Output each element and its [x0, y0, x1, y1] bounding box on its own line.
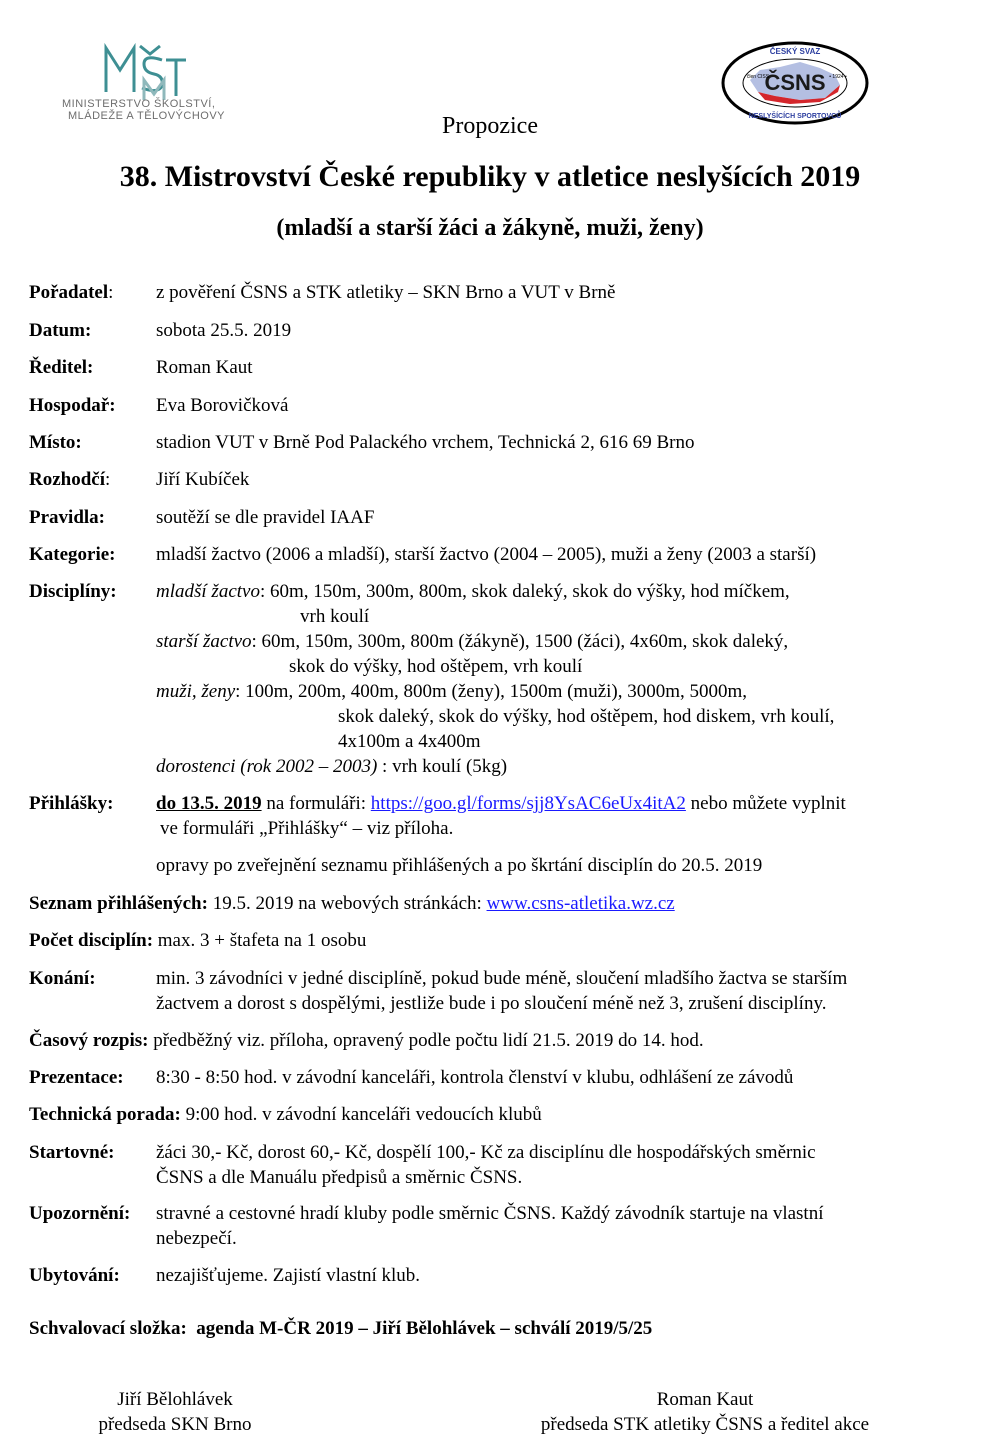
label-prihlasky: Přihlášky:	[29, 793, 114, 814]
disc-dorost-line: dorostenci (rok 2002 – 2003) : vrh koulí (5kg)	[156, 756, 508, 777]
field-prihlasky	[29, 791, 970, 876]
field-upozorneni	[29, 1201, 970, 1251]
konani-line1: min. 3 závodníci v jedné disciplíně, pokud bude méně, sloučení mladšího žactva se starším	[156, 968, 848, 989]
disc-mladsi-line1: mladší žactvo: 60m, 150m, 300m, 800m, skok daleký, skok do výšky, hod míčkem,	[156, 581, 790, 602]
value-kategorie: mladší žactvo (2006 a mladší), starší žactvo (2004 – 2005), muži a ženy (2003 a starší)	[156, 544, 817, 565]
startovne-line2: ČSNS a dle Manuálu předpisů a směrnic ČSNS.	[156, 1167, 523, 1188]
msmt-line1: MINISTERSTVO ŠKOLSTVÍ,	[62, 98, 216, 110]
field-startovne	[29, 1140, 970, 1190]
label-kategorie: Kategorie:	[29, 544, 116, 565]
label-rozhodci: Rozhodčí	[29, 469, 105, 490]
label-misto: Místo:	[29, 432, 82, 453]
label-startovne: Startovné:	[29, 1142, 115, 1163]
value-hospodar: Eva Borovičková	[156, 395, 289, 416]
label-poradatel: Pořadatel	[29, 282, 109, 303]
signature-left-role: předseda SKN Brno	[98, 1414, 252, 1435]
field-porada: Technická porada: 9:00 hod. v závodní kanceláři vedoucích klubů	[29, 1104, 542, 1125]
label-porada: Technická porada:	[29, 1104, 181, 1125]
label-seznam: Seznam přihlášených:	[29, 893, 208, 914]
signature-left	[70, 1387, 280, 1437]
prihlasky-deadline: do 13.5. 2019	[156, 793, 262, 814]
prihlasky-line2: ve formuláři „Přihlášky“ – viz příloha.	[160, 818, 454, 839]
label-datum: Datum:	[29, 320, 92, 341]
website-link[interactable]: www.csns-atletika.wz.cz	[486, 893, 675, 914]
msmt-line2: MLÁDEŽE A TĚLOVÝCHOVY	[68, 110, 226, 122]
field-pocet: Počet disciplín: max. 3 + štafeta na 1 osobu	[29, 930, 367, 951]
approval-line: Schvalovací složka: agenda M-ČR 2019 – Jiří Bělohlávek – schválí 2019/5/25	[29, 1318, 653, 1339]
value-rozhodci: Jiří Kubíček	[156, 469, 250, 490]
label-pravidla: Pravidla:	[29, 507, 105, 528]
signature-right	[505, 1387, 905, 1437]
disc-muzi-line1: muži, ženy: 100m, 200m, 400m, 800m (ženy), 1500m (muži), 3000m, 5000m,	[156, 681, 748, 702]
upozorneni-line1: stravné a cestovné hradí kluby podle směrnic ČSNS. Každý závodník startuje na vlastní	[156, 1203, 824, 1224]
doc-type: Propozice	[442, 113, 538, 139]
label-ubytovani: Ubytování:	[29, 1265, 120, 1286]
upozorneni-line2: nebezpečí.	[156, 1228, 237, 1249]
msmt-logo-mark	[58, 40, 238, 100]
signature-left-name: Jiří Bělohlávek	[117, 1389, 233, 1410]
page-title: 38. Mistrovství České republiky v atletice neslyšících 2019	[119, 160, 861, 193]
csns-top-text: ČESKÝ SVAZ	[769, 47, 821, 56]
disc-mladsi-line2: vrh koulí	[300, 606, 370, 627]
label-casovy: Časový rozpis:	[29, 1030, 149, 1051]
label-konani: Konání:	[29, 968, 96, 989]
form-link[interactable]: https://goo.gl/forms/sjj8YsAC6eUx4itA2	[370, 793, 686, 814]
signature-right-role: předseda STK atletiky ČSNS a ředitel akce	[540, 1414, 870, 1435]
csns-right-text: • 1924 •	[829, 74, 847, 80]
signature-right-name: Roman Kaut	[656, 1389, 754, 1410]
label-discipliny: Disciplíny:	[29, 581, 117, 602]
field-casovy: Časový rozpis: předběžný viz. příloha, opravený podle počtu lidí 21.5. 2019 do 14. hod.	[29, 1030, 704, 1051]
disc-starsi-line1: starší žactvo: 60m, 150m, 300m, 800m (žákyně), 1500 (žáci), 4x60m, skok daleký,	[156, 631, 789, 652]
disc-muzi-line2: skok daleký, skok do výšky, hod oštěpem, hod diskem, vrh koulí,	[338, 706, 835, 727]
label-reditel: Ředitel:	[29, 357, 94, 378]
value-ubytovani: nezajišťujeme. Zajistí vlastní klub.	[156, 1265, 421, 1286]
csns-center-text: ČSNS	[764, 70, 826, 95]
label-upozorneni: Upozornění:	[29, 1203, 131, 1224]
prihlasky-line3: opravy po zveřejnění seznamu přihlášených a po škrtání disciplín do 20.5. 2019	[156, 855, 763, 876]
value-pravidla: soutěží se dle pravidel IAAF	[156, 507, 375, 528]
value-prezentace: 8:30 - 8:50 hod. v závodní kanceláři, kontrola členství v klubu, odhlášení ze závodů	[156, 1067, 794, 1088]
disc-muzi-line3: 4x100m a 4x400m	[338, 731, 481, 752]
value-poradatel: z pověření ČSNS a STK atletiky – SKN Brno a VUT v Brně	[156, 282, 616, 303]
disc-starsi-line2: skok do výšky, hod oštěpem, vrh koulí	[289, 656, 583, 677]
label-hospodar: Hospodař:	[29, 395, 116, 416]
prihlasky-line1: do 13.5. 2019 na formuláři: https://goo.gl/forms/sjj8YsAC6eUx4itA2 nebo můžete vyplnit	[156, 793, 846, 814]
field-seznam: Seznam přihlášených: 19.5. 2019 na webových stránkách: www.csns-atletika.wz.cz	[29, 893, 675, 914]
startovne-line1: žáci 30,- Kč, dorost 60,- Kč, dospělí 100,- Kč za disciplínu dle hospodářských směrnic	[156, 1142, 816, 1163]
value-reditel: Roman Kaut	[156, 357, 253, 378]
label-pocet: Počet disciplín:	[29, 930, 154, 951]
csns-bottom-text: NESLYŠÍCÍCH SPORTOVCŮ	[748, 113, 842, 120]
field-konani	[29, 966, 970, 1016]
value-datum: sobota 25.5. 2019	[156, 320, 292, 341]
field-discipliny	[29, 579, 970, 779]
value-misto: stadion VUT v Brně Pod Palackého vrchem, Technická 2, 616 69 Brno	[156, 432, 695, 453]
csns-left-text: člen CISS	[746, 74, 770, 80]
label-prezentace: Prezentace:	[29, 1067, 124, 1088]
page-subtitle: (mladší a starší žáci a žákyně, muži, ženy)	[276, 215, 704, 241]
konani-line2: žactvem a dorost s dospělými, jestliže bude i po sloučení méně než 3, zrušení disciplíny.	[156, 993, 827, 1014]
